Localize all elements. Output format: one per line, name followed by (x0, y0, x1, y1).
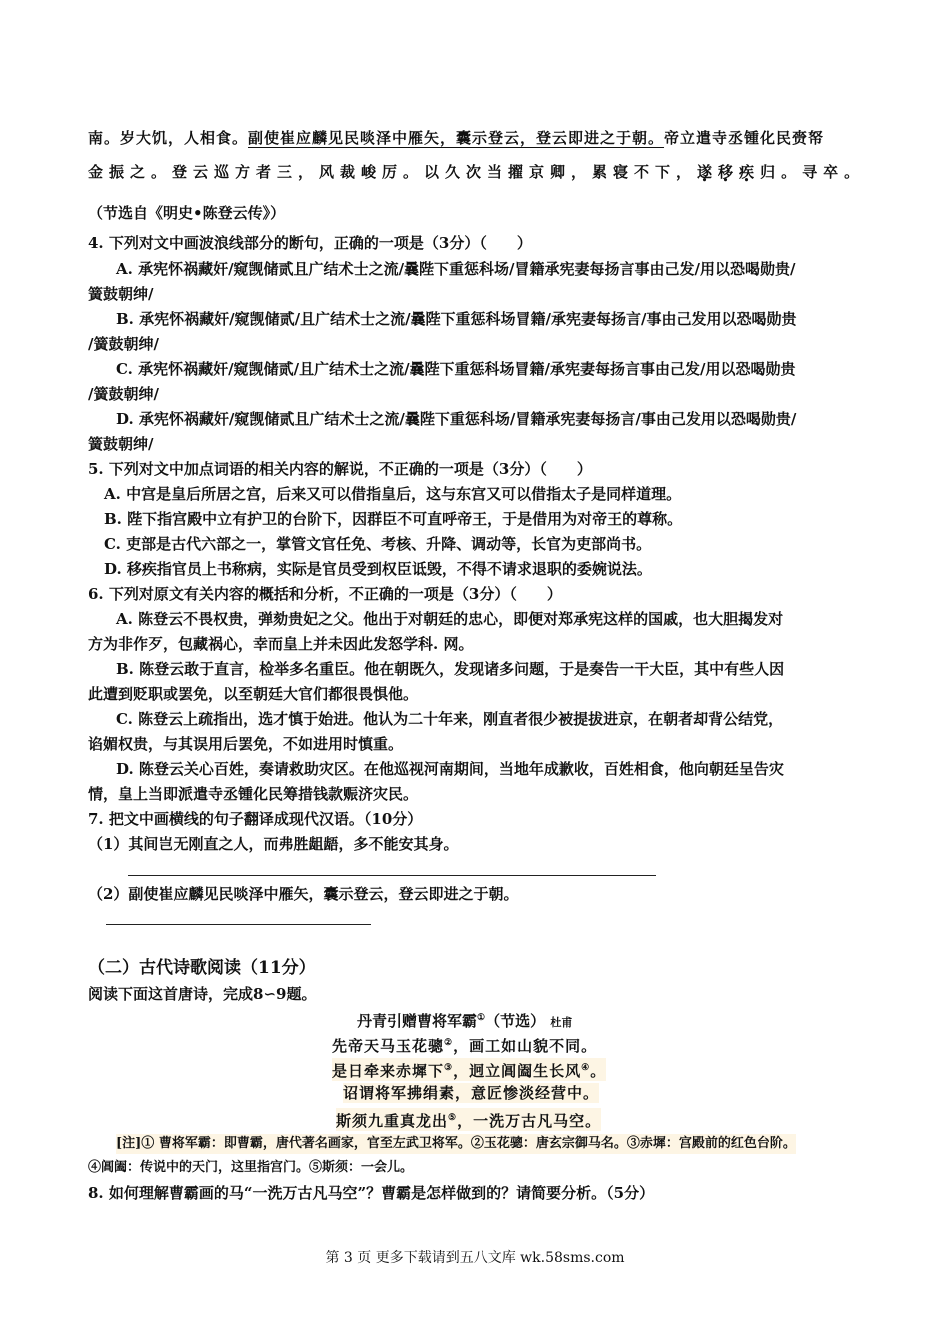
dotted-char: 移 (718, 163, 740, 181)
footnote-marker: ② (444, 1038, 454, 1048)
q5-option-c: C. 吏部是古代六部之一，掌管文官任免、考核、升降、调动等，长官为吏部尚书。 (104, 535, 652, 553)
q4-option-b-cont: /簧鼓朝绅/ (88, 335, 159, 353)
q6-option-c-cont: 谄媚权贵，与其误用后罢免，不如进用时慎重。 (88, 735, 404, 753)
q6-option-d-cont: 情，皇上当即派遣寺丞锺化民筹措钱款赈济灾民。 (88, 785, 419, 803)
answer-line-2[interactable] (106, 924, 371, 925)
section-title: （二）古代诗歌阅读（11分） (88, 958, 316, 978)
q7-sentence-2: （2）副使崔应麟见民啖泽中雁矢，囊示登云，登云即进之于朝。 (88, 885, 519, 903)
poem-text: 先帝天马玉花骢 (332, 1037, 445, 1055)
passage-text: 南。岁大饥，人相食。 (88, 129, 249, 147)
poem-line-1 (332, 1033, 597, 1056)
q5-stem: 5. 下列对文中加点词语的相关内容的解说，不正确的一项是（3分）（ ） (88, 460, 592, 478)
q7-sentence-1: （1）其间岂无刚直之人，而弗胜龃龉，多不能安其身。 (88, 835, 459, 853)
poem-title-tail: （节选） (485, 1012, 546, 1030)
poem-text: 是日牵来赤墀下 (332, 1062, 445, 1080)
passage-source: （节选自《明史•陈登云传》） (88, 204, 286, 222)
passage-line-2 (88, 162, 865, 182)
q6-option-a: A. 陈登云不畏权贵，弹劾贵妃之父。他出于对朝廷的忠心，即便对郑承宪这样的国戚，也大胆揭发对 (116, 610, 784, 628)
poem-author: 杜甫 (550, 1016, 573, 1029)
poem-text: 斯须九重真龙出 (336, 1112, 449, 1130)
q6-option-d: D. 陈登云关心百姓，奏请救助灾区。在他巡视河南期间，当地年成歉收，百姓相食，他向朝廷呈告灾 (116, 760, 784, 778)
poem-text: 。 (590, 1062, 607, 1080)
poem-text: ，一洗万古凡马空。 (457, 1112, 602, 1130)
footnote-marker: ⑤ (448, 1113, 458, 1123)
q5-option-d: D. 移疾指官员上书称病，实际是官员受到权臣诋毁，不得不请求退职的委婉说法。 (104, 560, 652, 578)
dotted-char: 疾 (739, 163, 761, 181)
poetry-intro: 阅读下面这首唐诗，完成8∽9题。 (88, 985, 317, 1003)
passage-text: 归 (760, 163, 782, 181)
q5-option-b: B. 陛下指宫殿中立有护卫的台阶下，因群臣不可直呼帝王，于是借用为对帝王的尊称。 (104, 510, 683, 528)
footnote-marker: ④ (581, 1063, 591, 1073)
page-footer: 第 3 页 更多下载请到五八文库 wk.58sms.com (325, 1250, 625, 1266)
poem-line-4 (336, 1108, 601, 1131)
answer-line-1[interactable] (128, 875, 656, 876)
footnote-marker: ③ (444, 1063, 454, 1073)
translation-underlined-sentence: 副使崔应麟见民啖泽中雁矢，囊示登云，登云即进之于朝。 (248, 129, 665, 147)
passage-text: 金振之。登云巡方者三，风裁峻厉。以久次当擢京卿，累寝不下， (88, 163, 698, 181)
q4-option-d-cont: 簧鼓朝绅/ (88, 435, 154, 453)
poem-title-text: 丹青引赠曹将军霸 (357, 1012, 478, 1030)
q6-option-c: C. 陈登云上疏指出，选才慎于始进。他认为二十年来，刚直者很少被提拔进京，在朝者却背公结党， (116, 710, 784, 728)
q6-option-a-cont: 方为非作歹，包藏祸心，幸而皇上并未因此发怒学科. 网。 (88, 635, 474, 653)
q5-option-a: A. 中宫是皇后所居之宫，后来又可以借指皇后，这与东宫又可以借指太子是同样道理。 (104, 485, 682, 503)
q6-stem: 6. 下列对原文有关内容的概括和分析，不正确的一项是（3分）（ ） (88, 585, 562, 603)
q4-option-b: B. 承宪怀祸藏奸/窥觊储贰/且广结术士之流/曩陛下重惩科场冒籍/承宪妻每扬言/事由己发用以恐喝勋贵 (116, 310, 797, 328)
q4-option-a-cont: 簧鼓朝绅/ (88, 285, 154, 303)
dotted-char: 遂 (697, 163, 719, 181)
passage-line-1 (88, 128, 824, 148)
poem-line-2 (332, 1058, 606, 1081)
q7-stem: 7. 把文中画横线的句子翻译成现代汉语。（10分） (88, 810, 423, 828)
q4-option-a: A. 承宪怀祸藏奸/窥觊储贰且广结术士之流/曩陛下重惩科场/冒籍承宪妻每扬言事由己发/用以恐喝勋贵/ (116, 260, 796, 278)
poem-notes-1: [注]① 曹将军霸：即曹霸，唐代著名画家，官至左武卫将军。②玉花骢：唐玄宗御马名。③赤墀：宫殿前的红色台阶。 (116, 1134, 796, 1154)
q6-option-b: B. 陈登云敢于直言，检举多名重臣。他在朝既久，发现诸多问题，于是奏告一干大臣，其中有些人因 (116, 660, 785, 678)
poem-title (357, 1008, 572, 1033)
q4-option-c: C. 承宪怀祸藏奸/窥觊储贰/且广结术士之流/曩陛下重惩科场冒籍/承宪妻每扬言事由己发/用以恐喝勋贵 (116, 360, 796, 378)
poem-text: ，迥立阊阖生长风 (453, 1062, 582, 1080)
q4-stem: 4. 下列对文中画波浪线部分的断句，正确的一项是（3分）（ ） (88, 234, 532, 252)
poem-text: ，画工如山貌不同。 (453, 1037, 598, 1055)
q4-option-d: D. 承宪怀祸藏奸/窥觊储贰且广结术士之流/曩陛下重惩科场/冒籍承宪妻每扬言/事由己发用以恐喝勋贵/ (116, 410, 797, 428)
passage-text: 帝立遣寺丞锺化民赍帑 (664, 129, 825, 147)
footnote-marker: ① (477, 1013, 486, 1023)
q6-option-b-cont: 此遭到贬职或罢免，以至朝廷大官们都很畏惧他。 (88, 685, 419, 703)
poem-notes-2: ④阊阖：传说中的天门，这里指宫门。⑤斯须：一会儿。 (88, 1160, 414, 1175)
passage-text: 。寻卒。 (781, 163, 866, 181)
q8-stem: 8. 如何理解曹霸画的马“一洗万古凡马空”？曹霸是怎样做到的？请简要分析。（5分） (88, 1184, 655, 1202)
q4-option-c-cont: /簧鼓朝绅/ (88, 385, 159, 403)
poem-line-3: 诏谓将军拂绢素，意匠惨淡经营中。 (343, 1084, 600, 1102)
